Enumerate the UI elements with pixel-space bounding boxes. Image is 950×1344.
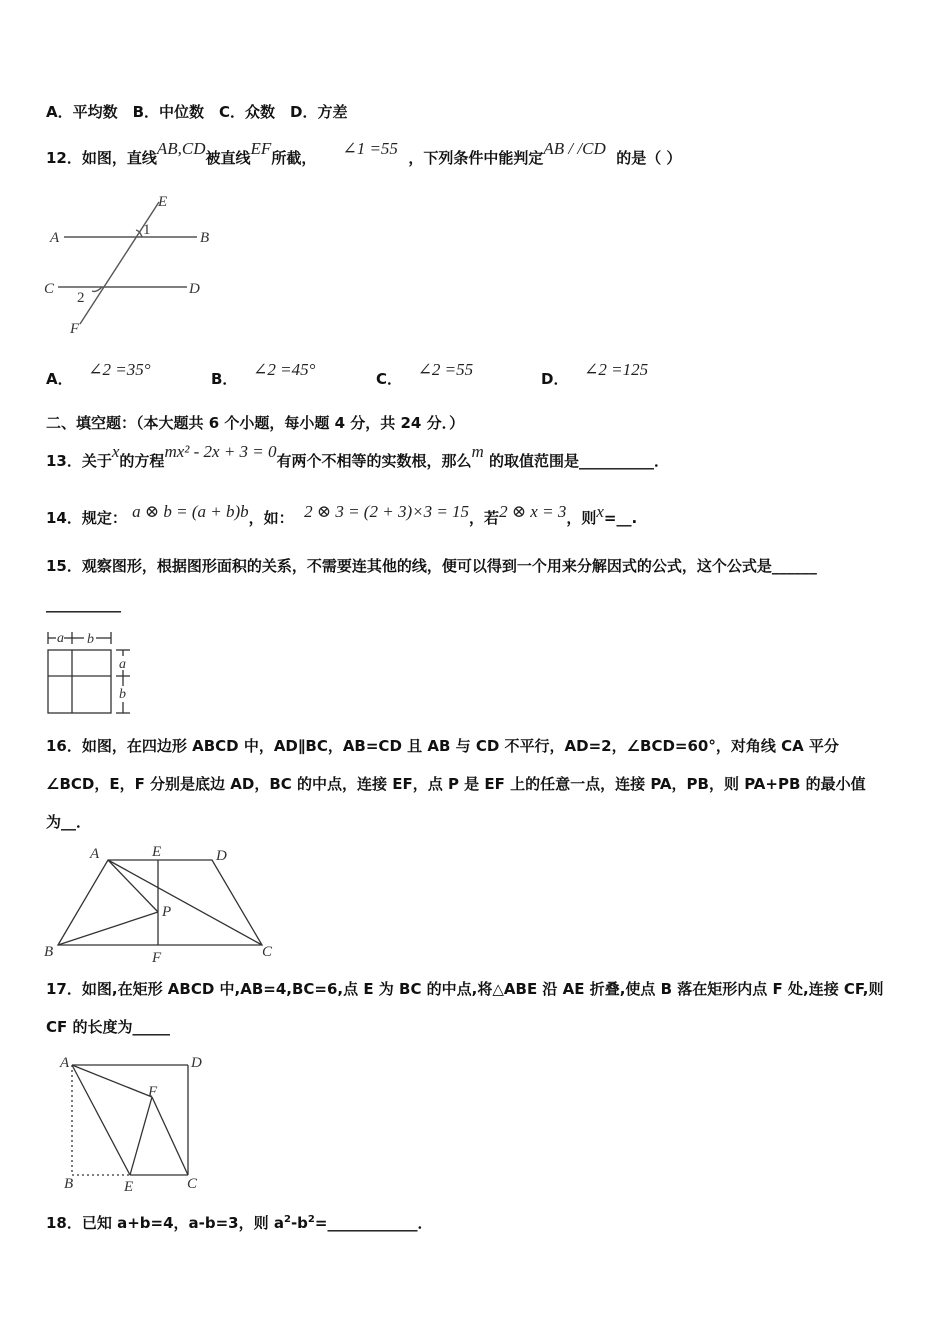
q14-math-definition: a ⊗ b = (a + b)b: [132, 502, 249, 521]
option-letter: A．: [46, 370, 73, 388]
q13-mid1: 的方程: [119, 452, 165, 470]
option-expr: ∠2 =125: [584, 360, 649, 379]
q12-option-b: [211, 360, 316, 389]
q18-suffix: =____________．: [314, 1214, 433, 1232]
label-c: C: [44, 281, 55, 297]
label-p: P: [162, 904, 172, 920]
option-letter: C．: [376, 370, 403, 388]
option-letter: B．: [211, 370, 238, 388]
q12-stem: [46, 139, 682, 168]
label-a: A: [60, 1055, 70, 1071]
option-expr: ∠2 =35°: [88, 360, 151, 379]
q18-stem: [46, 1210, 432, 1233]
q12-mid1: 被直线: [205, 149, 251, 167]
q13-suffix: 的取值范围是__________．: [489, 452, 670, 470]
label-b: B: [44, 944, 54, 960]
q16-line-3: 为__．: [46, 813, 92, 831]
segment-pb: [58, 912, 158, 945]
label-a: A: [90, 846, 100, 862]
q12-math-parallel: AB / /CD: [543, 139, 606, 158]
label-angle-2: 2: [77, 290, 85, 306]
q14-mid1: ，如：: [248, 509, 294, 527]
q17-line-2: CF 的长度为_____: [46, 1018, 170, 1036]
q16-figure: [40, 842, 275, 964]
label-f: F: [152, 950, 162, 964]
option-letter: D．: [541, 370, 569, 388]
q11-options: A．平均数 B．中位数 C．众数 D．方差: [46, 103, 348, 121]
q18-sup-a: 2: [283, 1214, 291, 1225]
q12-suffix: 的是（ ）: [616, 149, 682, 167]
label-a: A: [50, 230, 60, 246]
q12-math-lines: AB,CD: [156, 139, 206, 158]
label-b: B: [64, 1176, 74, 1192]
q18-mid: -b: [290, 1214, 308, 1232]
label-f: F: [148, 1084, 158, 1100]
q13-prefix: 13．关于: [46, 452, 112, 470]
q12-option-d: [541, 360, 649, 389]
q15-figure: [44, 628, 139, 720]
label-f: F: [70, 321, 80, 337]
q12-mid2: 所截，: [271, 149, 317, 167]
label-a-top: a: [57, 631, 64, 646]
q12-mid3: ，下列条件中能判定: [408, 149, 544, 167]
q14-math-example: 2 ⊗ 3 = (2 + 3)×3 = 15: [304, 502, 470, 521]
q13-math-m: m: [471, 442, 484, 461]
q12-figure: [42, 190, 217, 340]
q14-math-condition: 2 ⊗ x = 3: [499, 502, 567, 521]
section-title: 二、填空题：（本大题共 6 个小题，每小题 4 分，共 24 分．）: [46, 414, 465, 432]
q13-math-x: x: [111, 442, 120, 461]
q12-option-c: [376, 360, 474, 389]
label-d: D: [216, 848, 227, 864]
label-a-side: a: [119, 657, 126, 672]
label-b-side: b: [119, 687, 126, 702]
q14-stem: [46, 502, 638, 528]
option-expr: ∠2 =45°: [253, 360, 316, 379]
segment-fe: [130, 1097, 152, 1175]
q12-math-ef: EF: [250, 139, 272, 158]
q18-sup-b: 2: [307, 1214, 315, 1225]
label-angle-1: 1: [143, 222, 151, 238]
q15-line-1: 15．观察图形，根据图形面积的关系，不需要连其他的线，便可以得到一个用来分解因式的公式，这个公式是______: [46, 557, 817, 575]
segment-fc: [152, 1097, 188, 1175]
label-b-top: b: [87, 632, 94, 647]
q16-line-1: 16．如图，在四边形 ABCD 中，AD∥BC，AB=CD 且 AB 与 CD 不平行，AD=2，∠BCD=60°，对角线 CA 平分: [46, 737, 839, 755]
label-e: E: [124, 1179, 134, 1195]
label-e: E: [152, 844, 162, 860]
q17-figure: [58, 1050, 218, 1195]
q14-mid2: ，若: [469, 509, 500, 527]
q12-option-a: [46, 360, 151, 389]
q13-stem: [46, 442, 670, 471]
diagonal-ac: [108, 860, 262, 945]
label-c: C: [187, 1176, 198, 1192]
q12-prefix: 12．如图，直线: [46, 149, 157, 167]
trapezoid-abcd: [58, 860, 262, 945]
label-b: B: [200, 230, 210, 246]
label-c: C: [262, 944, 273, 960]
q16-line-2: ∠BCD，E，F 分别是底边 AD，BC 的中点，连接 EF，点 P 是 EF 上的任意一点，连接 PA，PB，则 PA+PB 的最小值: [46, 775, 866, 793]
segment-pa: [108, 860, 158, 912]
segment-af: [72, 1065, 152, 1097]
label-d: D: [191, 1055, 202, 1071]
q15-line-2: __________: [46, 595, 121, 613]
label-d: D: [189, 281, 200, 297]
label-e: E: [158, 194, 168, 210]
line-ef: [80, 202, 159, 324]
q14-math-x: x: [596, 502, 604, 521]
q14-prefix: 14．规定：: [46, 509, 127, 527]
segment-ae: [72, 1065, 130, 1175]
q18-prefix: 18．已知 a+b=4，a-b=3，则 a: [46, 1214, 284, 1232]
q14-mid3: ，则: [566, 509, 597, 527]
q13-math-equation: mx² - 2x + 3 = 0: [164, 442, 277, 461]
q13-mid2: 有两个不相等的实数根，那么: [276, 452, 472, 470]
q14-suffix: =__.: [603, 509, 638, 527]
q12-math-angle: ∠1 =55: [342, 139, 398, 158]
q17-line-1: 17．如图,在矩形 ABCD 中,AB=4,BC=6,点 E 为 BC 的中点,将△ABE 沿 AE 折叠,使点 B 落在矩形内点 F 处,连接 CF,则: [46, 980, 884, 998]
square-outline: [48, 650, 111, 713]
option-expr: ∠2 =55: [417, 360, 474, 379]
